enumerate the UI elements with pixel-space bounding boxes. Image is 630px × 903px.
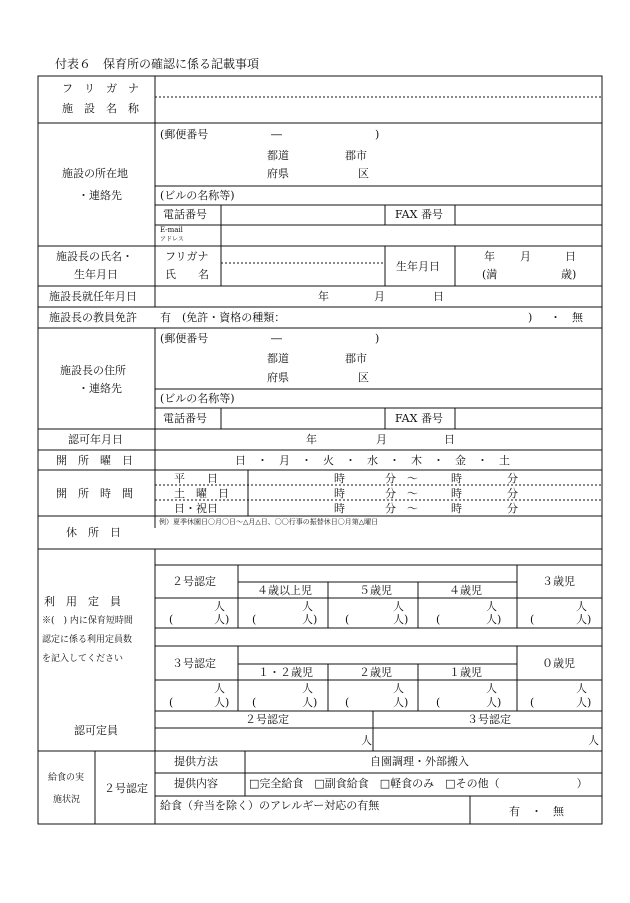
meals-label-1: 給食の実	[48, 773, 85, 783]
email-label: E-mail	[160, 226, 183, 234]
appointment-day: 日	[433, 290, 444, 303]
open-days-value: 日 ・ 月 ・ 火 ・ 水 ・ 木 ・ 金 ・ 土	[235, 454, 510, 467]
cap2-total-person: 人	[214, 600, 225, 613]
phone-label: 電話番号	[163, 208, 207, 221]
cap2-5-person: 人	[393, 600, 404, 613]
cap2-4-open: (	[436, 613, 441, 626]
authorized-cat3: ３号認定	[467, 713, 511, 726]
director-postal-dash: ―	[271, 332, 282, 345]
postal-label: (郵便番号	[160, 128, 209, 141]
approval-date-label: 認可年月日	[68, 433, 123, 446]
director-name-label: 施設長の氏名・	[56, 250, 133, 263]
age-open: (満	[482, 268, 498, 281]
postal-close: )	[375, 128, 380, 141]
cap3-1-open: (	[436, 696, 441, 709]
director-prefecture-bottom: 府県	[267, 371, 289, 384]
meals-content-label: 提供内容	[174, 777, 218, 790]
license-dot: ・	[550, 311, 561, 324]
capacity-note-3: を記入してください	[42, 654, 124, 664]
cap3-total-open: (	[169, 696, 174, 709]
weekday-hour: 時	[334, 472, 345, 485]
cap3-0-person: 人	[576, 682, 587, 695]
form-title: 付表６ 保育所の確認に係る記載事項	[55, 57, 260, 71]
cap3-age-0: ０歳児	[542, 657, 575, 670]
director-city-bottom: 区	[358, 371, 369, 384]
meals-label-2: 施状況	[53, 795, 81, 805]
approval-month: 月	[376, 433, 387, 446]
director-name-field-label: 氏 名	[165, 268, 209, 281]
meals-allergy-value: 有 ・ 無	[509, 805, 564, 818]
capacity-label: 利 用 定 員	[44, 595, 121, 608]
cap3-age-1: １歳児	[449, 666, 482, 679]
closed-days-label: 休 所 日	[66, 526, 121, 539]
city-label-top: 郡市	[345, 149, 367, 162]
open-hours-label: 開 所 時 間	[56, 487, 133, 500]
cap2-label: ２号認定	[172, 575, 216, 588]
authorized-label: 認可定員	[74, 724, 118, 737]
weekday-hour2: 時	[451, 472, 462, 485]
cap2-3-close: 人)	[576, 613, 592, 626]
cap2-age-3: ３歳児	[542, 575, 575, 588]
cap3-age-12: １・２歳児	[258, 666, 313, 679]
meals-method-value: 自園調理・外部搬入	[370, 755, 469, 768]
city-label-bottom: 区	[358, 167, 369, 180]
holiday-min: 分 ～	[385, 502, 418, 515]
meals-cat-label: ２号認定	[104, 782, 148, 795]
cap3-12-open: (	[252, 696, 257, 709]
open-days-label: 開 所 曜 日	[56, 454, 133, 467]
birthdate-label: 生年月日	[396, 260, 440, 273]
prefecture-label-bottom: 府県	[267, 167, 289, 180]
approval-year: 年	[306, 433, 317, 446]
furigana-label: フ リ ガ ナ	[62, 82, 139, 95]
saturday-min2: 分	[507, 487, 518, 500]
age-close: 歳)	[561, 268, 577, 281]
weekday-min2: 分	[507, 472, 518, 485]
holiday-min2: 分	[507, 502, 518, 515]
birth-year: 年	[484, 250, 495, 263]
cap2-age-4: ４歳児	[449, 584, 482, 597]
authorized-cat3-person: 人	[588, 734, 599, 747]
postal-dash: ―	[271, 128, 282, 141]
meals-method-label: 提供方法	[174, 755, 218, 768]
facility-contact-label: ・連絡先	[78, 189, 122, 202]
saturday-hour2: 時	[451, 487, 462, 500]
director-phone-label: 電話番号	[163, 412, 207, 425]
approval-day: 日	[444, 433, 455, 446]
director-birth-label: 生年月日	[74, 268, 118, 281]
fax-label: FAX 番号	[395, 208, 443, 221]
facility-name-label: 施 設 名 称	[62, 102, 139, 115]
cap2-4-close: 人)	[486, 613, 502, 626]
cap2-5-open: (	[345, 613, 350, 626]
cap2-4-person: 人	[486, 600, 497, 613]
capacity-note-2: 認定に係る利用定員数	[42, 635, 133, 645]
director-postal-close: )	[375, 332, 380, 345]
cap2-4plus-person: 人	[302, 600, 313, 613]
director-postal-label: (郵便番号	[160, 332, 209, 345]
building-label: (ビルの名称等)	[160, 189, 235, 202]
director-fax-label: FAX 番号	[395, 412, 443, 425]
director-furigana-label: フリガナ	[165, 250, 209, 263]
closed-days-example: 例）夏季休園日〇月〇日～△月△日、〇〇行事の振替休日〇月第△曜日	[159, 518, 379, 526]
weekday-min: 分 ～	[385, 472, 418, 485]
director-prefecture-top: 都道	[267, 352, 289, 365]
appointment-label: 施設長就任年月日	[49, 290, 137, 303]
cap2-total-open: (	[169, 613, 174, 626]
cap2-age-4plus: ４歳以上児	[257, 584, 312, 597]
cap3-2-person: 人	[393, 682, 404, 695]
cap3-12-close: 人)	[302, 696, 318, 709]
birth-month: 月	[520, 250, 531, 263]
holiday-hour: 時	[334, 502, 345, 515]
cap3-1-close: 人)	[486, 696, 502, 709]
cap2-age-5: ５歳児	[359, 584, 392, 597]
cap3-1-person: 人	[486, 682, 497, 695]
meals-content-value: □完全給食 □副食給食 □軽食のみ □その他（ ）	[249, 777, 588, 790]
director-building-label: (ビルの名称等)	[160, 392, 235, 405]
cap2-5-close: 人)	[393, 613, 409, 626]
cap2-total-close: 人)	[214, 613, 230, 626]
authorized-cat2: ２号認定	[245, 713, 289, 726]
director-address-label: 施設長の住所	[60, 364, 126, 377]
hours-row-weekday: 平 日	[174, 472, 218, 485]
saturday-hour: 時	[334, 487, 345, 500]
capacity-note-1: ※( ) 内に保育短時間	[42, 616, 133, 626]
cap2-3-person: 人	[576, 600, 587, 613]
hours-row-holiday: 日・祝日	[174, 502, 218, 515]
license-close: )	[528, 311, 533, 324]
cap3-total-close: 人)	[214, 696, 230, 709]
cap3-total-person: 人	[214, 682, 225, 695]
cap3-0-open: (	[530, 696, 535, 709]
birth-day: 日	[565, 250, 576, 263]
facility-address-label: 施設の所在地	[62, 167, 128, 180]
appointment-month: 月	[374, 290, 385, 303]
cap3-label: ３号認定	[172, 657, 216, 670]
cap3-2-open: (	[345, 696, 350, 709]
cap3-age-2: ２歳児	[359, 666, 392, 679]
hours-row-saturday: 土 曜 日	[174, 487, 229, 500]
license-yes: 有 (免許・資格の種類：	[160, 311, 286, 324]
director-city-top: 郡市	[345, 352, 367, 365]
cap2-4plus-open: (	[252, 613, 257, 626]
authorized-cat2-person: 人	[361, 734, 372, 747]
saturday-min: 分 ～	[385, 487, 418, 500]
meals-allergy-label: 給食（弁当を除く）のアレルギー対応の有無	[160, 799, 380, 812]
appointment-year: 年	[318, 290, 329, 303]
director-contact-label: ・連絡先	[78, 382, 122, 395]
cap3-12-person: 人	[302, 682, 313, 695]
cap3-0-close: 人)	[576, 696, 592, 709]
cap2-4plus-close: 人)	[302, 613, 318, 626]
holiday-hour2: 時	[451, 502, 462, 515]
license-label: 施設長の教員免許	[49, 311, 137, 324]
cap2-3-open: (	[530, 613, 535, 626]
license-no: 無	[572, 311, 583, 324]
cap3-2-close: 人)	[393, 696, 409, 709]
email-label-2: アドレス	[160, 236, 184, 243]
prefecture-label-top: 都道	[267, 149, 289, 162]
